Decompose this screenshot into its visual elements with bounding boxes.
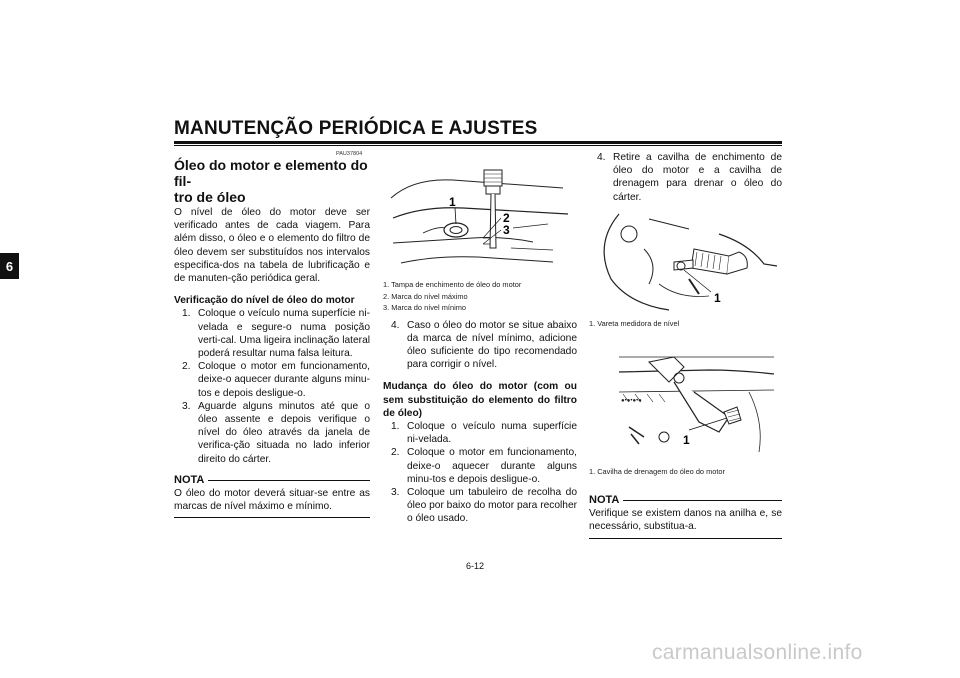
callout-2: 2 xyxy=(503,211,510,225)
list-item: 3. Coloque um tabuleiro de recolha do óleo por baixo do motor para recolher o óleo usado. xyxy=(391,486,577,525)
page-number: 6-12 xyxy=(466,561,485,571)
figure1-captions: 1. Tampa de enchimento de óleo do motor 2. Marca do nível máximo 3. Marca do nível mínimo xyxy=(383,280,522,312)
nota-heading: NOTA xyxy=(589,494,782,507)
change-heading: Mudança do óleo do motor (com ou sem substituição do elemento do filtro de óleo) xyxy=(383,381,577,419)
nota-text: O óleo do motor deverá situar-se entre as marcas de nível máximo e mínimo. xyxy=(174,488,370,513)
nota-box-2 xyxy=(589,494,782,539)
column-2 xyxy=(383,279,577,526)
callout-3: 3 xyxy=(503,223,510,237)
check-heading: Verificação do nível de óleo do motor xyxy=(174,295,355,307)
callout-1: 1 xyxy=(714,291,721,305)
column-3-intro xyxy=(589,151,782,204)
change-step-4 xyxy=(589,151,782,204)
chapter-tab: 6 xyxy=(0,253,19,279)
nota-end-rule xyxy=(589,538,782,539)
list-item: 1. Coloque o veículo numa superfície ni-velada e segure-o numa posição verti-cal. Uma ligeira inclinação lateral poderá resultar numa falsa leitura. xyxy=(182,308,370,360)
header-rule xyxy=(174,141,782,144)
dipstick-figure xyxy=(589,204,779,314)
section-heading-line1: Óleo do motor e elemento do fil- xyxy=(174,157,368,189)
list-item: 1. Coloque o veículo numa superfície ni-velada. xyxy=(391,420,577,446)
header-rule-thin xyxy=(174,145,782,146)
oil-filler-cap-figure xyxy=(383,158,578,276)
figure2-caption: 1. Vareta medidora de nível xyxy=(589,319,680,328)
nota-text: Verifique se existem danos na anilha e, se necessário, substitua-a. xyxy=(589,508,782,533)
nota-box-1 xyxy=(174,474,370,519)
callout-1: 1 xyxy=(683,433,690,447)
nota-end-rule xyxy=(174,517,370,518)
drain-bolt-figure xyxy=(589,352,779,460)
section-heading-line2: tro de óleo xyxy=(174,189,246,205)
list-item: 2. Coloque o motor em funcionamento, deixe-o aquecer durante alguns minu-tos e depois desligue-o. xyxy=(391,447,577,485)
section-heading xyxy=(174,157,370,205)
section-intro: O nível de óleo do motor deve ser verificado antes de cada viagem. Para além disso, o óleo e o elemento do filtro de óleo devem ser substituídos nos intervalos especifica-dos na tabela de lubrificação e de manuten-ção periódica geral. xyxy=(174,207,370,285)
page-title: MANUTENÇÃO PERIÓDICA E AJUSTES xyxy=(174,118,538,139)
watermark: carmanualsonline.info xyxy=(652,641,863,664)
figure3-caption: 1. Cavilha de drenagem do óleo do motor xyxy=(589,467,725,476)
nota-heading: NOTA xyxy=(174,474,370,487)
svg-text:●•●•●•●: ●•●•●•● xyxy=(621,398,642,404)
column-1 xyxy=(174,157,370,518)
check-step-4 xyxy=(383,319,577,372)
change-steps xyxy=(383,420,577,526)
list-item: 3. Aguarde alguns minutos até que o óleo assente e depois verifique o nível do óleo através da janela de verifica-ção situada no lado inferior direito do cárter. xyxy=(182,400,370,465)
list-item: 2. Coloque o motor em funcionamento, deixe-o aquecer durante alguns minu-tos e depois desligue-o. xyxy=(182,361,370,399)
section-code: PAU37804 xyxy=(336,151,363,157)
list-item: 4. Retire a cavilha de enchimento de óleo do motor e a cavilha de drenagem para drenar o óleo do cárter. xyxy=(597,152,782,203)
list-item: 4. Caso o óleo do motor se situe abaixo da marca de nível mínimo, adicione óleo suficiente do tipo recomendado para corrigir o nível. xyxy=(391,319,577,371)
callout-1: 1 xyxy=(449,195,456,209)
check-steps xyxy=(174,307,370,465)
